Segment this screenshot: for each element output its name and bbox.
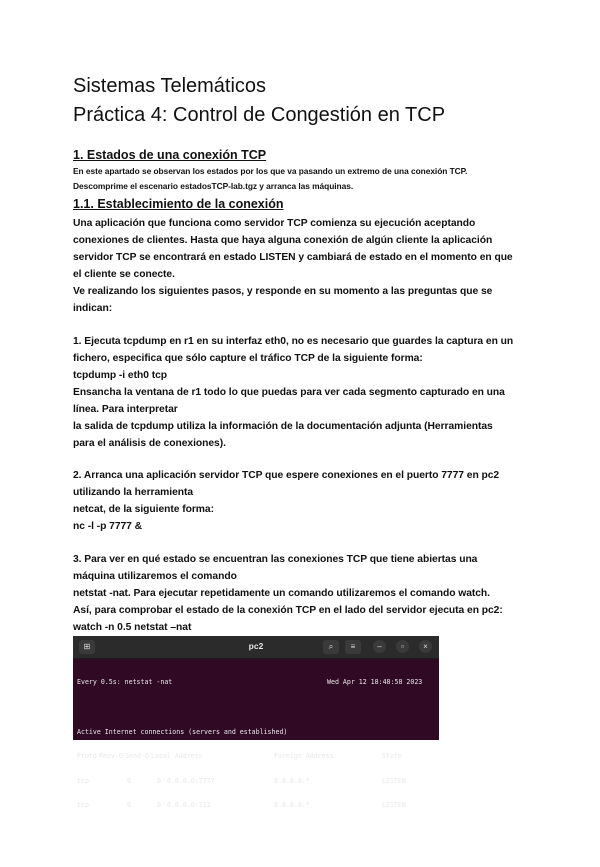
cell: tcp xyxy=(77,776,89,785)
cell: 0.0.0.0:* xyxy=(274,776,310,785)
cell: 0 xyxy=(127,801,131,810)
terminal-titlebar xyxy=(73,636,439,659)
step-3-command: watch -n 0.5 netstat –nat xyxy=(73,622,192,633)
netstat-header: Active Internet connections (servers and established) xyxy=(77,727,288,736)
step-2-command: nc -l -p 7777 & xyxy=(73,521,143,532)
close-icon[interactable]: × xyxy=(419,640,432,653)
terminal-output xyxy=(73,659,439,829)
step-3-line: Así, para comprobar el estado de la conexión TCP en el lado del servidor ejecuta en pc2: xyxy=(73,605,503,616)
menu-icon[interactable]: ≡ xyxy=(345,640,361,654)
step-3-line: 3. Para ver en qué estado se encuentran las conexiones TCP que tiene abiertas una xyxy=(73,554,478,565)
column-header: State xyxy=(382,752,402,761)
search-icon[interactable]: ⌕ xyxy=(323,640,339,654)
column-header: Send-Q xyxy=(125,752,149,761)
cell: tcp xyxy=(77,801,89,810)
section-1-heading: 1. Estados de una conexión TCP xyxy=(73,148,267,162)
paragraph-line: Una aplicación que funciona como servidor TCP comienza su ejecución aceptando xyxy=(73,218,476,229)
minimize-icon[interactable]: – xyxy=(373,640,386,653)
step-1-line: para el análisis de conexiones). xyxy=(73,438,226,449)
cell: 0.0.0.0:* xyxy=(274,801,310,810)
step-1-line: línea. Para interpretar xyxy=(73,404,178,415)
section-1-1-heading: 1.1. Establecimiento de la conexión xyxy=(73,197,284,211)
cell: 0 xyxy=(157,776,161,785)
cell: 0 xyxy=(127,776,131,785)
paragraph-line: Ve realizando los siguientes pasos, y responde en su momento a las preguntas que se xyxy=(73,286,493,297)
terminal-window xyxy=(73,636,439,810)
column-header: Foreign Address xyxy=(274,752,334,761)
step-1-line: Ensancha la ventana de r1 todo lo que puedas para ver cada segmento capturado en una xyxy=(73,387,505,398)
paragraph-line: indican: xyxy=(73,303,113,314)
new-tab-icon[interactable]: ⊞ xyxy=(79,640,95,654)
step-1-line: la salida de tcpdump utiliza la información de la documentación adjunta (Herramientas xyxy=(73,421,493,432)
paragraph-line: conexiones de clientes. Hasta que haya alguna conexión de algún cliente la aplicación xyxy=(73,235,493,246)
step-1-command: tcpdump -i eth0 tcp xyxy=(73,370,168,381)
paragraph-line: el cliente se conecte. xyxy=(73,269,175,280)
column-header: Recv-Q xyxy=(99,752,123,761)
step-3-line: netstat -nat. Para ejecutar repetidamente un comando utilizaremos el comando watch. xyxy=(73,588,490,599)
column-header: Local Address xyxy=(151,752,203,761)
maximize-icon[interactable]: ▫ xyxy=(396,640,409,653)
step-1-line: 1. Ejecuta tcpdump en r1 en su interfaz eth0, no es necesario que guardes la captura en un xyxy=(73,336,514,347)
cell: 0.0.0.0:111 xyxy=(167,801,211,810)
section-1-intro-line: Descomprime el escenario estadosTCP-lab.tgz y arranca las máquinas. xyxy=(73,181,354,191)
netstat-column-headers xyxy=(77,752,435,760)
lab-title: Práctica 4: Control de Congestión en TCP xyxy=(73,104,446,126)
table-row xyxy=(77,777,435,785)
step-2-line: netcat, de la siguiente forma: xyxy=(73,504,214,515)
step-1-line: fichero, especifica que sólo capture el tráfico TCP de la siguiente forma: xyxy=(73,353,423,364)
watch-command-line: Every 0.5s: netstat -nat xyxy=(77,678,173,687)
paragraph-line: servidor TCP se encontrará en estado LISTEN y cambiará de estado en el momento en que xyxy=(73,252,513,263)
step-3-line: máquina utilizaremos el comando xyxy=(73,571,237,582)
cell: 0.0.0.0:7777 xyxy=(167,776,215,785)
step-2-line: utilizando la herramienta xyxy=(73,487,194,498)
cell: LISTEN xyxy=(382,776,406,785)
step-2-line: 2. Arranca una aplicación servidor TCP que espere conexiones en el puerto 7777 en pc2 xyxy=(73,470,500,481)
section-1-intro-line: En este apartado se observan los estados por los que va pasando un extremo de una conexión TCP. xyxy=(73,166,468,176)
column-header: Proto xyxy=(77,752,97,761)
cell: 0 xyxy=(157,801,161,810)
cell: LISTEN xyxy=(382,801,406,810)
course-title: Sistemas Telemáticos xyxy=(73,75,267,97)
terminal-title: pc2 xyxy=(248,641,264,651)
timestamp: Wed Apr 12 18:48:58 2023 xyxy=(327,678,423,687)
table-row xyxy=(77,801,435,809)
